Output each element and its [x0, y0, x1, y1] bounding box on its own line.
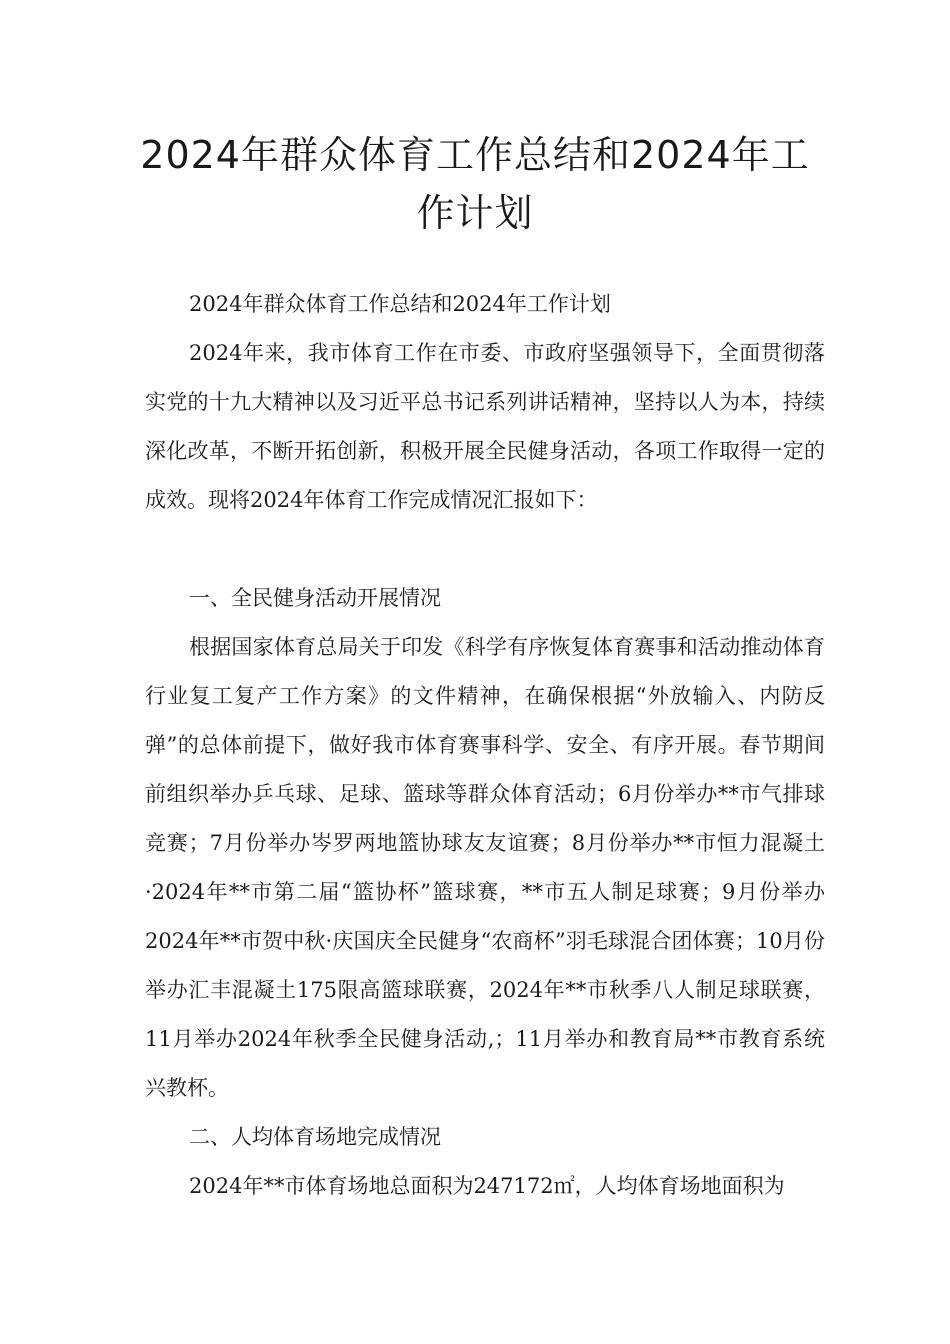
- document-title: [100, 126, 850, 242]
- section-heading-1: 一、全民健身活动开展情况: [189, 586, 441, 610]
- section-2-paragraph: 2024年**市体育场地总面积为247172㎡，人均体育场地面积为: [189, 1174, 785, 1198]
- section-1-paragraph: 根据国家体育总局关于印发《科学有序恢复体育赛事和活动推动体育行业复工复产工作方案》的文件精神，在确保根据“外放输入、内防反弹”的总体前提下，做好我市体育赛事科学、安全、有序开展。春节期间前组织举办乒乓球、足球、篮球等群众体育活动；6月份举办**市气排球竞赛；7月份举办岑罗两地篮协球友友谊赛；8月份举办**市恒力混凝土·2024年**市第二届“篮协杯”篮球赛，**市五人制足球赛；9月份举办2024年**市贺中秋·庆国庆全民健身“农商杯”羽毛球混合团体赛；10月份举办汇丰混凝土175限高篮球联赛，2024年**市秋季八人制足球联赛，11月举办2024年秋季全民健身活动,；11月举办和教育局**市教育系统兴教杯。: [145, 635, 825, 1100]
- document-body: [145, 280, 825, 1211]
- title-line-2: 作计划: [416, 191, 534, 235]
- subtitle-paragraph: 2024年群众体育工作总结和2024年工作计划: [189, 292, 611, 316]
- paragraph-spacer: [145, 525, 825, 574]
- title-line-1: 2024年群众体育工作总结和2024年工: [140, 133, 810, 177]
- section-heading-2: 二、人均体育场地完成情况: [189, 1125, 441, 1149]
- intro-paragraph: 2024年来，我市体育工作在市委、市政府坚强领导下，全面贯彻落实党的十九大精神以及习近平总书记系列讲话精神，坚持以人为本，持续深化改革，不断开拓创新，积极开展全民健身活动，各项工作取得一定的成效。现将2024年体育工作完成情况汇报如下：: [145, 341, 825, 512]
